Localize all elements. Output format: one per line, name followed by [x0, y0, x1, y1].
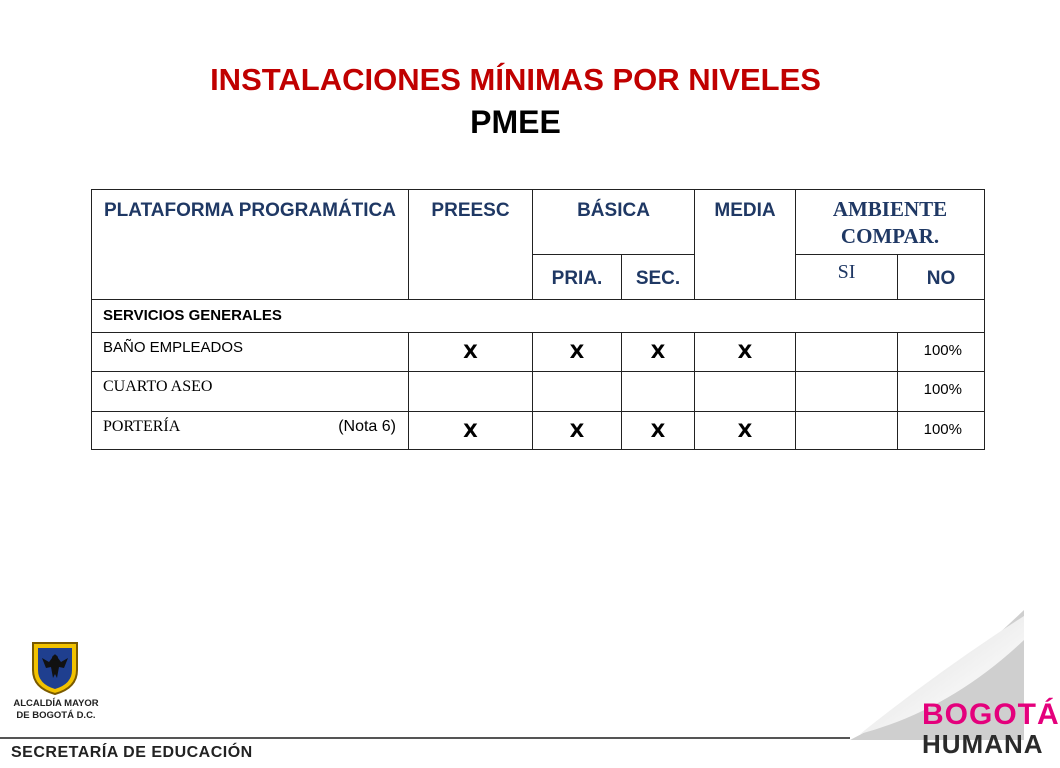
cell-si [796, 372, 898, 412]
cell-preesc: X [409, 412, 533, 450]
header-plataforma: PLATAFORMA PROGRAMÁTICA [92, 190, 409, 300]
header-preesc: PREESC [409, 190, 533, 300]
page-title: INSTALACIONES MÍNIMAS POR NIVELES [210, 62, 821, 97]
crest-caption: ALCALDÍA MAYOR DE BOGOTÁ D.C. [13, 698, 99, 721]
table-row [92, 412, 985, 450]
cell-preesc [409, 372, 533, 412]
cell-si [796, 333, 898, 372]
footer-department: SECRETARÍA DE EDUCACIÓN [11, 744, 253, 761]
cell-no: 100% [898, 333, 985, 372]
humana-logo-text: HUMANA [922, 729, 1044, 759]
cell-media [695, 372, 796, 412]
header-no: NO [898, 255, 985, 300]
section-servicios-generales: SERVICIOS GENERALES [92, 300, 985, 333]
cell-preesc: X [409, 333, 533, 372]
header-basica: BÁSICA [533, 190, 695, 255]
cell-si [796, 412, 898, 450]
cell-sec: X [622, 412, 695, 450]
cell-sec: X [622, 333, 695, 372]
table-row [92, 372, 985, 412]
cell-pria [533, 372, 622, 412]
cell-sec [622, 372, 695, 412]
header-ambiente: AMBIENTE COMPAR. [796, 190, 985, 255]
cell-media: X [695, 333, 796, 372]
bogota-crest-icon [30, 640, 80, 696]
header-media: MEDIA [695, 190, 796, 300]
cell-pria: X [533, 333, 622, 372]
cell-pria: X [533, 412, 622, 450]
header-si: SI [796, 255, 898, 300]
facilities-table [91, 189, 985, 450]
cell-media: X [695, 412, 796, 450]
bogota-logo-text: BOGOTÁ [922, 698, 1060, 731]
header-sec: SEC. [622, 255, 695, 300]
header-pria: PRIA. [533, 255, 622, 300]
row-label: PORTERÍA (Nota 6) [92, 412, 409, 450]
footer-divider [0, 737, 850, 739]
cell-no: 100% [898, 412, 985, 450]
table-row [92, 333, 985, 372]
row-label: CUARTO ASEO [92, 372, 409, 412]
page-subtitle: PMEE [470, 104, 561, 140]
note-label: (Nota 6) [338, 418, 396, 435]
row-label: BAÑO EMPLEADOS [92, 333, 409, 372]
cell-no: 100% [898, 372, 985, 412]
